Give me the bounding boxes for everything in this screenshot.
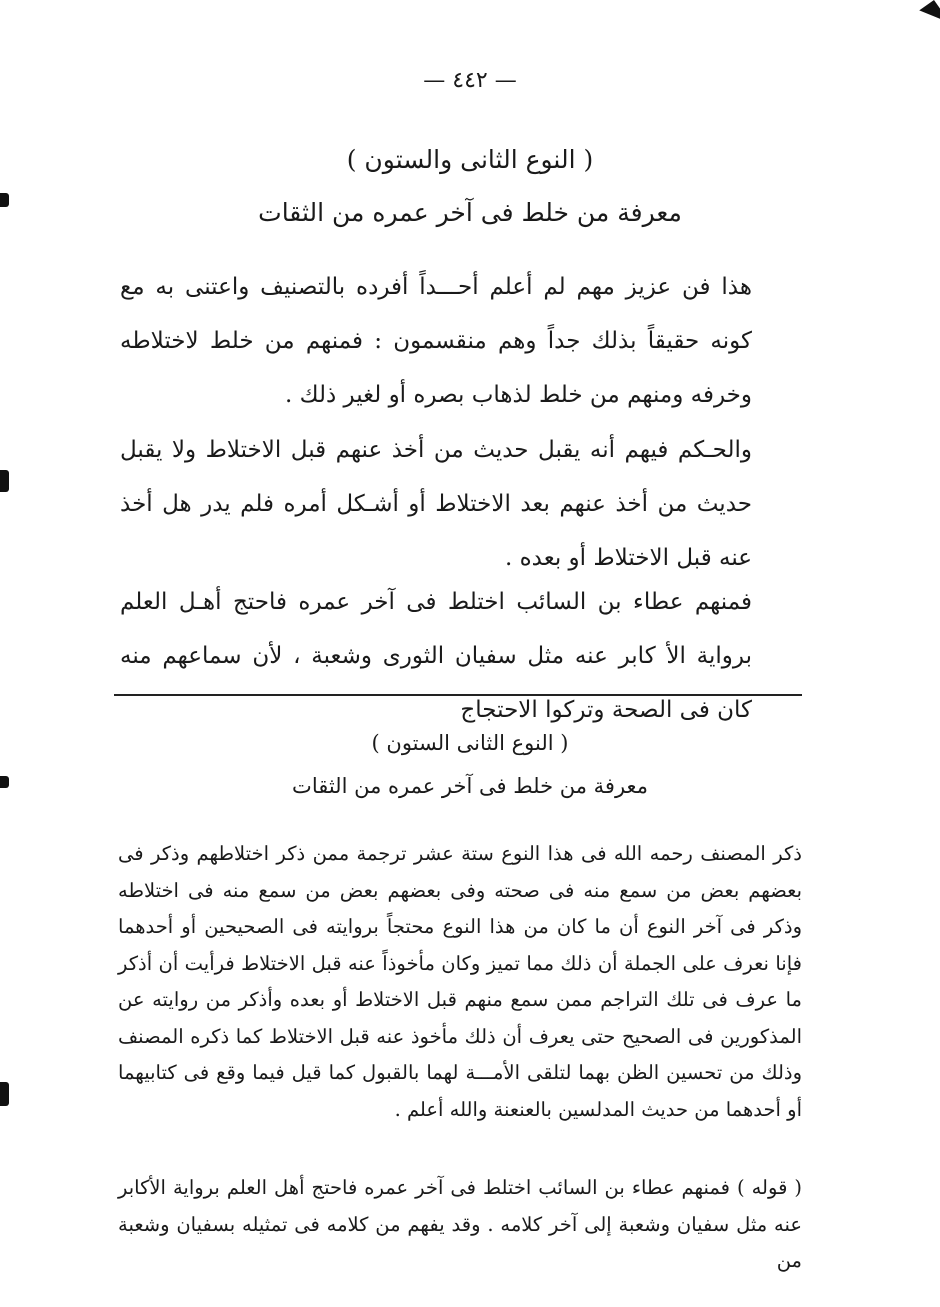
page-number: — ٤٤٢ — bbox=[423, 68, 517, 93]
binding-mark bbox=[0, 1082, 9, 1106]
main-paragraph: فمنهم عطاء بن السائب اختلط فى آخر عمره فاحتج أهـل العلم برواية الأ كابر عنه مثل سفيان الثورى وشعبة ، لأن سماعهم منه كان فى الصحة وتركوا الاحتجاج bbox=[120, 589, 752, 723]
commentary-heading-subject: معرفة من خلط فى آخر عمره من الثقات bbox=[292, 774, 648, 798]
commentary-heading-type: ( النوع الثانى الستون ) bbox=[371, 731, 569, 755]
binding-mark bbox=[0, 776, 9, 788]
binding-mark bbox=[0, 470, 9, 492]
binding-mark bbox=[0, 193, 9, 207]
commentary-paragraph: ذكر المصنف رحمه الله فى هذا النوع ستة عشر ترجمة ممن ذكر اختلاطهم وذكر فى بعضهم بعض من سمع منه فى صحته وفى بعضهم بعض من سمع منه فى اختلاطه وذكر فى آخر النوع أن ما كان من هذا النوع محتجاً بروايته فى الصحيحين أو أحدهما فإنا نعرف على الجملة أن ذلك مما تميز وكان مأخوذاً عنه قبل الاختلاط فرأيت أن أذكر ما عرف فى تلك التراجم ممن سمع منهم قبل الاختلاط أو بعده وأذكر من روايته عن المذكورين فى الصحيح حتى يعرف أن ذلك مأخوذ عنه قبل الاختلاط كما ذكره المصنف وذلك من تحسين الظن بهما لتلقى الأمـــة لهما بالقبول كما قيل فيما وقع فى كتابيهما أو أحدهما من حديث المدلسين بالعنعنة والله أعلم . bbox=[118, 842, 802, 1121]
main-paragraph: والحـكم فيهم أنه يقبل حديث من أخذ عنهم قبل الاختلاط ولا يقبل حديث من أخذ عنهم بعد الاختلاط أو أشـكل أمره فلم يدر هل أخذ عنه قبل الاختلاط أو بعده . bbox=[120, 437, 752, 571]
commentary-paragraph: ( قوله ) فمنهم عطاء بن السائب اختلط فى آخر عمره فاحتج أهل العلم برواية الأكابر عنه مثل سفيان وشعبة إلى آخر كلامه . وقد يفهم من كلامه فى تمثيله بسفيان وشعبة من bbox=[118, 1176, 802, 1272]
main-heading-type: ( النوع الثانى والستون ) bbox=[346, 145, 594, 174]
main-paragraph: هذا فن عزيز مهم لم أعلم أحـــداً أفرده بالتصنيف واعتنى به مع كونه حقيقاً بذلك جداً وهم منقسمون : فمنهم من خلط لاختلاطه وخرفه ومنهم من خلط لذهاب بصره أو لغير ذلك . bbox=[120, 274, 752, 408]
section-divider bbox=[114, 694, 802, 696]
corner-scan-mark bbox=[919, 0, 940, 33]
main-heading-subject: معرفة من خلط فى آخر عمره من الثقات bbox=[258, 198, 682, 227]
